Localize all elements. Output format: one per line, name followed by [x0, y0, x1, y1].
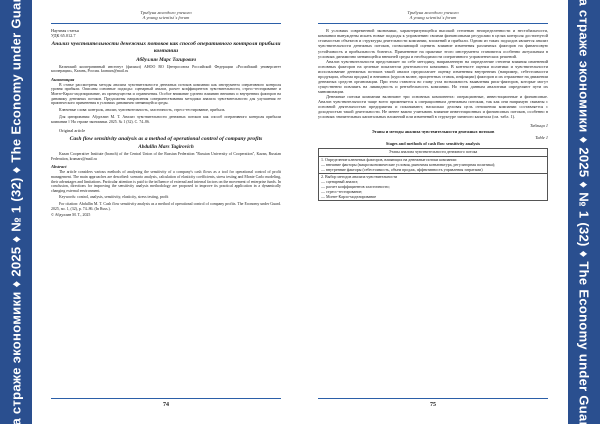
- author-ru: Абдуллин Марс Тагирович: [51, 57, 281, 63]
- affiliation-en: Kazan Cooperative Institute (branch) of the Central Union of the Russian Federation "Russian University of Cooperation", Kazan, Russian Federation, kramars@mail.ru: [51, 152, 281, 161]
- table-cell-stage-1: [319, 156, 548, 173]
- header-ru: Трибуна молодого ученого: [318, 10, 548, 15]
- list-item: — Монте-Карло-моделирование: [321, 195, 545, 200]
- keywords-ru: Ключевые слова: контроль, анализ, чувствительность, эластичность, стресс-тестирование, прибыль: [51, 108, 281, 113]
- table-number-ru: Таблица 1: [318, 123, 548, 128]
- udc-code: УДК 65.012.7: [51, 33, 281, 38]
- page-number-right: 75: [430, 402, 436, 408]
- abstract-heading-en: Abstract: [51, 164, 281, 169]
- side-band-left-text: На страже экономики ♦ 2025 ♦ № 1 (32) ♦ The Economy under Guard: [9, 0, 24, 435]
- abstract-en: The article considers various methods of analyzing the sensitivity of a company's cash flows as a tool for operational control of profit management. The main approaches are described: scenario analysis, calculation of elasticity coefficients, stress testing and Monte Carlo modeling, their advantages and limitations. Particular attention is paid to the influence of external and internal factors on the movement of enterprise funds. In conclusion, directions for improving the sensitivity analysis methodology are proposed to improve its practical application in a dynamically changing external environment.: [51, 170, 281, 193]
- header-en: A young scientist`s forum: [318, 15, 548, 20]
- affiliation-ru: Казанский кооперативный институт (филиал) АНОО ВО Центросоюза Российской Федерации «Российский университет кооперации», Казань, Россия. kramars@mail.ru: [51, 65, 281, 74]
- header-rule: [51, 23, 281, 25]
- list-item: — расчет коэффициентов эластичности;: [321, 185, 545, 190]
- body-paragraph-3: Денежные потоки компании включают три основных компонента: операционные, инвестиционные и финансовые. Анализ чувствительности чаще всего применяется к операционным денежным потокам, так как они напрямую связаны с основной деятельностью предприятия и показывают, насколько деловая цель отношения компании составляется с доходностью такой деятельности. Не менее важно учитывать влияние инвестиционных и финансовых потоков, особенно в условиях значительных капитальных вложений или изменений в структуре заемного капитала (см. табл. 1).: [318, 94, 548, 119]
- running-header-left: [51, 10, 281, 21]
- page-left: [51, 10, 281, 412]
- table-row: [319, 156, 548, 173]
- list-item: — внешние факторы (макроэкономические условия, рыночная конъюнктура, регуляторная политика);: [321, 163, 545, 168]
- header-en: A young scientist`s forum: [51, 15, 281, 20]
- abstract-ru: В статье рассмотрены методы анализа чувствительности денежных потоков компании как инструмента оперативного контроля уровня прибыли. Описаны основные подходы: сценарный анализ, расчет коэффициентов чувствительности, стресс-тестирование и Монте-Карло-моделирование, их преимущества и ограничения. Особое внимание уделено влиянию внешних и внутренних факторов на динамику денежных потоков. Предложены направления совершенствования методики анализа чувствительности для улучшения ее практического применения в условиях динамично меняющейся среды.: [51, 83, 281, 106]
- abstract-heading-ru: Аннотация: [51, 77, 281, 82]
- body-paragraph-1: В условиях современной экономики, характеризующейся высокой степенью неопределенности и нестабильности, компании вынуждены искать новые подходы к управлению своими финансовыми ресурсами в целях контроля достигнутой стоимостью объектов и структуры деятельности компании, вложений и прибыли. Одним из таких подходов является анализ чувствительности денежных потоков, позволяющий оценить влияние изменения различных факторов на финансовую устойчивость и прибыльность бизнеса. Применение на практике этого инструмента становится особенно актуальным в условиях динамично меняющейся внешней среды и необходимости оперативного управленческих решений.: [318, 28, 548, 58]
- side-band-right-text: На страже экономики ♦ 2025 ♦ № 1 (32) ♦ The Economy under Guard: [577, 0, 592, 435]
- footer-rule-left: [51, 398, 281, 399]
- list-item: — сценарный анализ;: [321, 180, 545, 185]
- article-title-en: Cash flow sensitivity analysis as a method of operational control of company profits: [51, 136, 281, 143]
- running-header-right: [318, 10, 548, 21]
- table-header-cell: Этапы анализа чувствительности денежного потока: [319, 149, 548, 157]
- stages-table: [318, 148, 548, 201]
- table-row: [319, 149, 548, 157]
- side-band-right: [568, 0, 600, 424]
- header-rule: [318, 23, 548, 25]
- list-item: — внутренние факторы (себестоимость, объем продаж, эффективность управления затратами): [321, 168, 545, 173]
- citation-en: For citation: Abdullin M. T. Cash flow sensitivity analysis as a method of operational control of company profits. The Economy under Guard. 2025, no. 1, (32), p. 74–86. (In Russ.).: [51, 202, 281, 211]
- stage-2-intro: 2. Выбор методов анализа чувствительности: [321, 175, 545, 180]
- header-ru: Трибуна молодого ученого: [51, 10, 281, 15]
- body-paragraph-2: Анализ чувствительности представляет по себе методику, направленную на определение степени влияния изменений основных факторов на целевые показатели деятельности компании. В контексте оценки политики и чувствительности использование денежных потоков такой анализ предполагает оценку изменения внутренних (например, себестоимости продукции, объема продаж) и внешних (курсов валют, процентных ставок, инфляции) факторов и их отражение на движении денежных средств организации. При этом ставится во главу угла возможность выявления риск-факторов, которые могут существенно повлиять на ликвидность и рентабельность компании. Но этим данным аналитики определяют пути их минимизации.: [318, 59, 548, 94]
- footer-rule-right: [318, 398, 548, 399]
- list-item: — стресс-тестирование;: [321, 190, 545, 195]
- table-cell-stage-2: [319, 174, 548, 201]
- author-en: Abdullin Mars Tagirovich: [51, 144, 281, 150]
- article-title-ru: Анализ чувствительности денежных потоков как способ оперативного контроля прибыли компании: [51, 41, 281, 54]
- table-title-en: Stages and methods of cash flow sensitivity analysis: [318, 141, 548, 146]
- table-number-en: Table 1: [318, 135, 548, 140]
- citation-ru: Для цитирования: Абдуллин М. Т. Анализ чувствительности денежных потоков как способ оперативного контроля прибыли компании // На страже экономики. 2025. № 1 (32). С. 74–86.: [51, 115, 281, 124]
- page-right: [318, 10, 548, 412]
- copyright: © Абдуллин М. Т., 2025: [51, 213, 281, 218]
- side-band-left: [0, 0, 32, 424]
- article-type: Научная статья: [51, 28, 281, 33]
- stage-1-intro: 1. Определение ключевых факторов, влияющих на денежные потоки компании:: [321, 158, 545, 163]
- keywords-en: Keywords: control, analysis, sensitivity, elasticity, stress testing, profit: [51, 195, 281, 200]
- table-row: [319, 174, 548, 201]
- original-article-label: Original article: [51, 128, 281, 133]
- table-title-ru: Этапы и методы анализа чувствительности денежных потоков: [318, 129, 548, 134]
- page-number-left: 74: [163, 402, 169, 408]
